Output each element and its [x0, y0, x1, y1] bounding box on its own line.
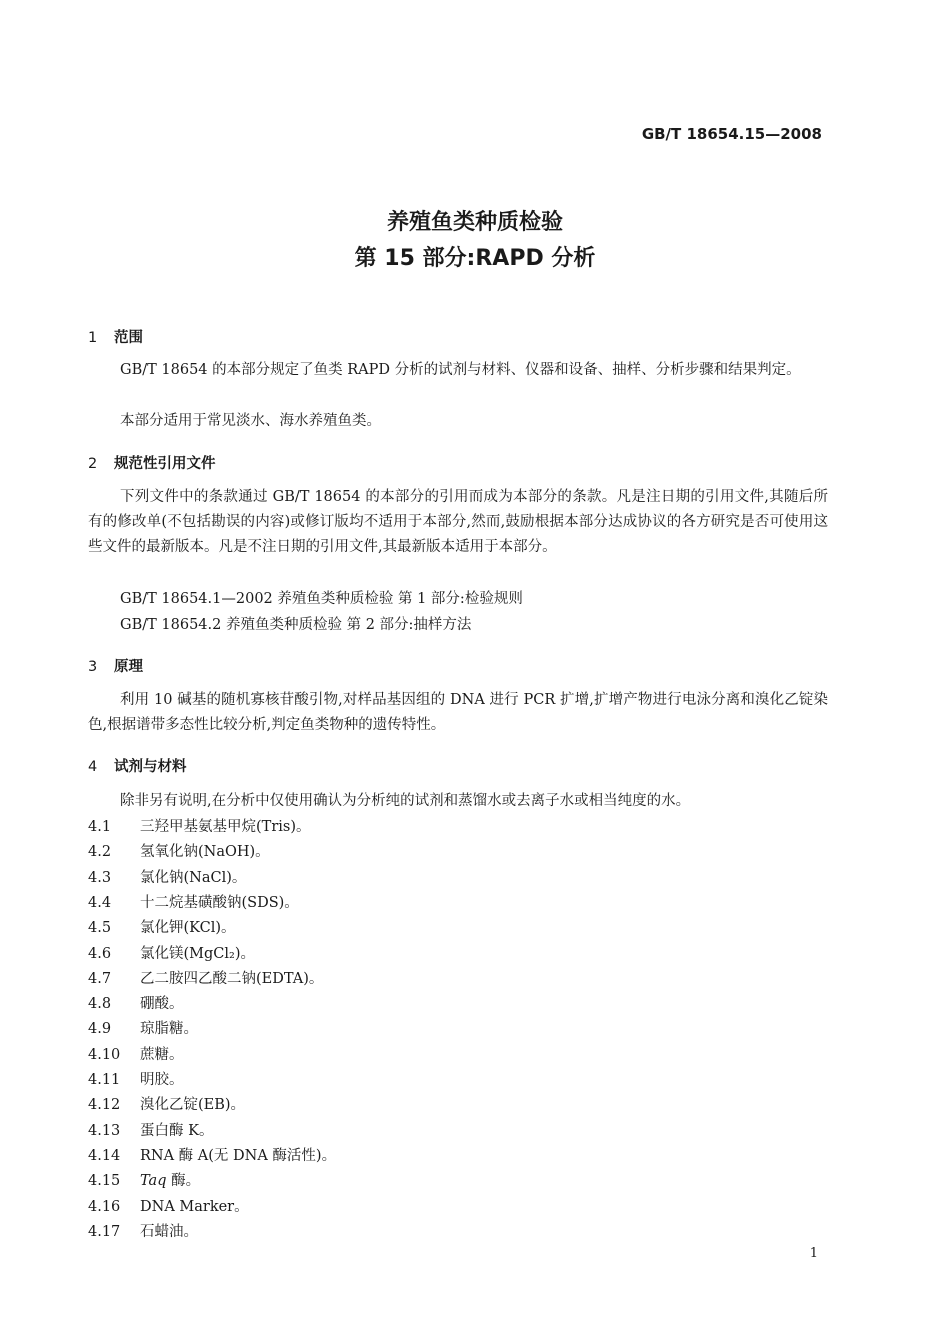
- item-number: 4.6: [88, 945, 112, 962]
- section-number: 4: [88, 759, 98, 775]
- section-heading-3: [88, 655, 143, 676]
- item-number: 4.14: [88, 1147, 121, 1164]
- item-number: 4.12: [88, 1097, 121, 1114]
- item-number: 4.10: [88, 1046, 121, 1063]
- page-number: 1: [809, 1246, 818, 1261]
- list-item: [88, 891, 299, 912]
- list-item: [88, 992, 184, 1013]
- item-number: 4.15: [88, 1173, 121, 1190]
- item-text: DNA Marker。: [140, 1198, 249, 1215]
- section-heading-1: [88, 326, 143, 347]
- paragraph: 利用 10 碱基的随机寡核苷酸引物,对样品基因组的 DNA 进行 PCR 扩增,扩增产物进行电泳分离和溴化乙锭染色,根据谱带多态性比较分析,判定鱼类物种的遗传特性。: [88, 692, 828, 733]
- list-item: [88, 1043, 184, 1064]
- section-number: 3: [88, 659, 98, 675]
- item-text: 琼脂糖。: [140, 1021, 198, 1038]
- section-number: 1: [88, 330, 98, 346]
- section-title: 规范性引用文件: [114, 456, 216, 472]
- section-heading-4: [88, 755, 187, 776]
- item-text: 氢氧化钠(NaOH)。: [140, 844, 270, 861]
- list-item: [88, 815, 311, 836]
- list-item: [88, 967, 323, 988]
- list-item: [88, 916, 236, 937]
- item-number: 4.4: [88, 894, 112, 911]
- normative-reference: GB/T 18654.2 养殖鱼类种质检验 第 2 部分:抽样方法: [120, 617, 472, 633]
- item-number: 4.17: [88, 1223, 121, 1240]
- item-number: 4.9: [88, 1021, 112, 1038]
- item-number: 4.3: [88, 869, 112, 886]
- section-title: 范围: [114, 330, 143, 346]
- item-text: 蛋白酶 K。: [140, 1122, 214, 1139]
- item-number: 4.1: [88, 819, 112, 835]
- paragraph: 本部分适用于常见淡水、海水养殖鱼类。: [120, 413, 381, 429]
- paragraph: 除非另有说明,在分析中仅使用确认为分析纯的试剂和蒸馏水或去离子水或相当纯度的水。: [120, 793, 691, 809]
- list-item: [88, 942, 255, 963]
- paragraph: GB/T 18654 的本部分规定了鱼类 RAPD 分析的试剂与材料、仪器和设备、抽样、分析步骤和结果判定。: [120, 362, 801, 378]
- list-item: [88, 866, 246, 887]
- item-number: 4.16: [88, 1198, 121, 1215]
- section-heading-2: [88, 452, 216, 473]
- section-number: 2: [88, 456, 98, 472]
- list-item: [88, 1119, 213, 1140]
- item-text: 蔗糖。: [140, 1046, 184, 1063]
- list-item: [88, 1195, 249, 1216]
- item-text: 明胶。: [140, 1072, 184, 1088]
- item-text: 氯化镁(MgCl₂)。: [140, 945, 255, 962]
- list-item: [88, 1093, 245, 1114]
- list-item: [88, 840, 270, 861]
- item-text: 石蜡油。: [140, 1223, 198, 1240]
- item-text: RNA 酶 A(无 DNA 酶活性)。: [140, 1147, 337, 1164]
- list-item: [88, 1068, 184, 1089]
- section-title: 试剂与材料: [114, 759, 187, 775]
- normative-reference: GB/T 18654.1—2002 养殖鱼类种质检验 第 1 部分:检验规则: [120, 591, 523, 607]
- list-item: [88, 1017, 198, 1038]
- item-number: 4.7: [88, 970, 112, 987]
- item-text: 氯化钠(NaCl)。: [140, 869, 247, 886]
- item-text: Taq 酶。: [140, 1173, 201, 1190]
- section-title: 原理: [114, 659, 143, 675]
- item-text: 溴化乙锭(EB)。: [140, 1097, 246, 1114]
- item-number: 4.11: [88, 1072, 121, 1088]
- document-subtitle: 第 15 部分:RAPD 分析: [354, 246, 596, 271]
- item-number: 4.2: [88, 844, 112, 861]
- item-text: 三羟甲基氨基甲烷(Tris)。: [140, 819, 311, 835]
- standard-code: GB/T 18654.15—2008: [641, 125, 822, 143]
- item-text: 十二烷基磺酸钠(SDS)。: [140, 894, 299, 911]
- list-item: [88, 1144, 336, 1165]
- item-number: 4.13: [88, 1122, 121, 1139]
- item-text: 乙二胺四乙酸二钠(EDTA)。: [140, 970, 324, 987]
- item-text: 硼酸。: [140, 996, 184, 1013]
- paragraph: 下列文件中的条款通过 GB/T 18654 的本部分的引用而成为本部分的条款。凡是注日期的引用文件,其随后所有的修改单(不包括勘误的内容)或修订版均不适用于本部分,然而,鼓励根据本部分达成协议的各方研究是否可使用这些文件的最新版本。凡是不注日期的引用文件,其最新版本适用于本部分。: [88, 489, 828, 555]
- list-item: [88, 1220, 198, 1241]
- item-text: 氯化钾(KCl)。: [140, 920, 236, 937]
- list-item: [88, 1169, 200, 1190]
- document-title: 养殖鱼类种质检验: [386, 210, 563, 235]
- item-number: 4.8: [88, 996, 112, 1013]
- item-number: 4.5: [88, 920, 112, 937]
